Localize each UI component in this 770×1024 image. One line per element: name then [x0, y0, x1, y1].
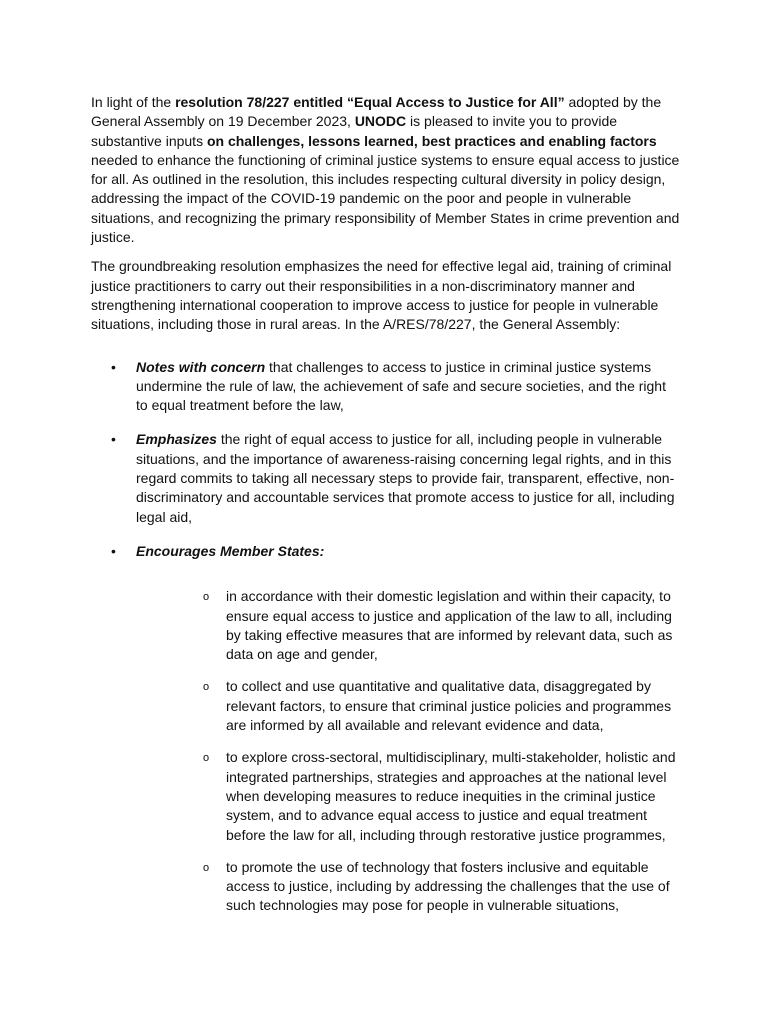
intro-resolution-title: resolution 78/227 entitled “Equal Access to Justice for All”: [175, 94, 565, 110]
bullet-text: the right of equal access to justice for all, including people in vulnerable situations, and the importance of awareness-raising concerning legal rights, and in this regard commits to taking all necessary steps to provide fair, transparent, effective, non-discriminatory and accountable services that promote access to justice for all, including legal aid,: [136, 431, 675, 525]
intro-text-4: needed to enhance the functioning of criminal justice systems to ensure equal access to justice for all. As outlined in the resolution, this includes respecting cultural diversity in policy design, addressing the impact of the COVID-19 pandemic on the poor and people in vulnerable situations, and recognizing the primary responsibility of Member States in crime prevention and justice.: [91, 151, 680, 246]
intro-text-3: is pleased to invite you to provide substantive inputs: [91, 113, 618, 149]
sub-list-item: o to collect and use quantitative and qualitative data, disaggregated by relevant factors, to ensure that criminal justice policies and programmes are informed by all available and relevant evidence and data,: [136, 677, 681, 735]
bullet-lead: Emphasizes: [136, 431, 217, 448]
list-item: [91, 358, 681, 416]
list-item: [91, 430, 681, 526]
bullet-lead: Notes with concern: [136, 358, 266, 375]
bullet-lead: Encourages Member States:: [136, 542, 325, 559]
sub-list-item: o to promote the use of technology that fosters inclusive and equitable access to justice, including by addressing the challenges that the use of such technologies may pose for people in vulnerable situations,: [136, 858, 681, 916]
intro-text-1: In light of the: [91, 94, 176, 110]
intro-paragraph: [91, 93, 681, 247]
sub-list-item: o to explore cross-sectoral, multidisciplinary, multi-stakeholder, holistic and integrated partnerships, strategies and approaches at the national level when developing measures to reduce inequities in the criminal justice system, and to advance equal access to justice and equal treatment before the law for all, including through restorative justice programmes,: [136, 748, 681, 844]
document-page: [91, 93, 681, 931]
intro-inputs-topics: on challenges, lessons learned, best practices and enabling factors: [206, 132, 657, 149]
sub-list-item: o in accordance with their domestic legislation and within their capacity, to ensure equal access to justice and application of the law to all, including by taking effective measures that are informed by relevant data, such as data on age and gender,: [136, 587, 681, 664]
resolution-paragraph: The groundbreaking resolution emphasizes the need for effective legal aid, training of criminal justice practitioners to carry out their responsibilities in a non-discriminatory manner and strengthening international cooperation to improve access to justice for people in vulnerable situations, including those in rural areas. In the A/RES/78/227, the General Assembly:: [91, 258, 672, 333]
resolution-bullet-list: [91, 358, 681, 916]
intro-unodc: UNODC: [354, 113, 407, 130]
bullet-text: that challenges to access to justice in criminal justice systems undermine the rule of law, the achievement of safe and secure societies, and the right to equal treatment before the law,: [136, 358, 666, 414]
encourages-sub-list: [136, 587, 681, 915]
list-item: [91, 542, 681, 916]
intro-text-2: adopted by the General Assembly on 19 December 2023,: [91, 94, 662, 130]
